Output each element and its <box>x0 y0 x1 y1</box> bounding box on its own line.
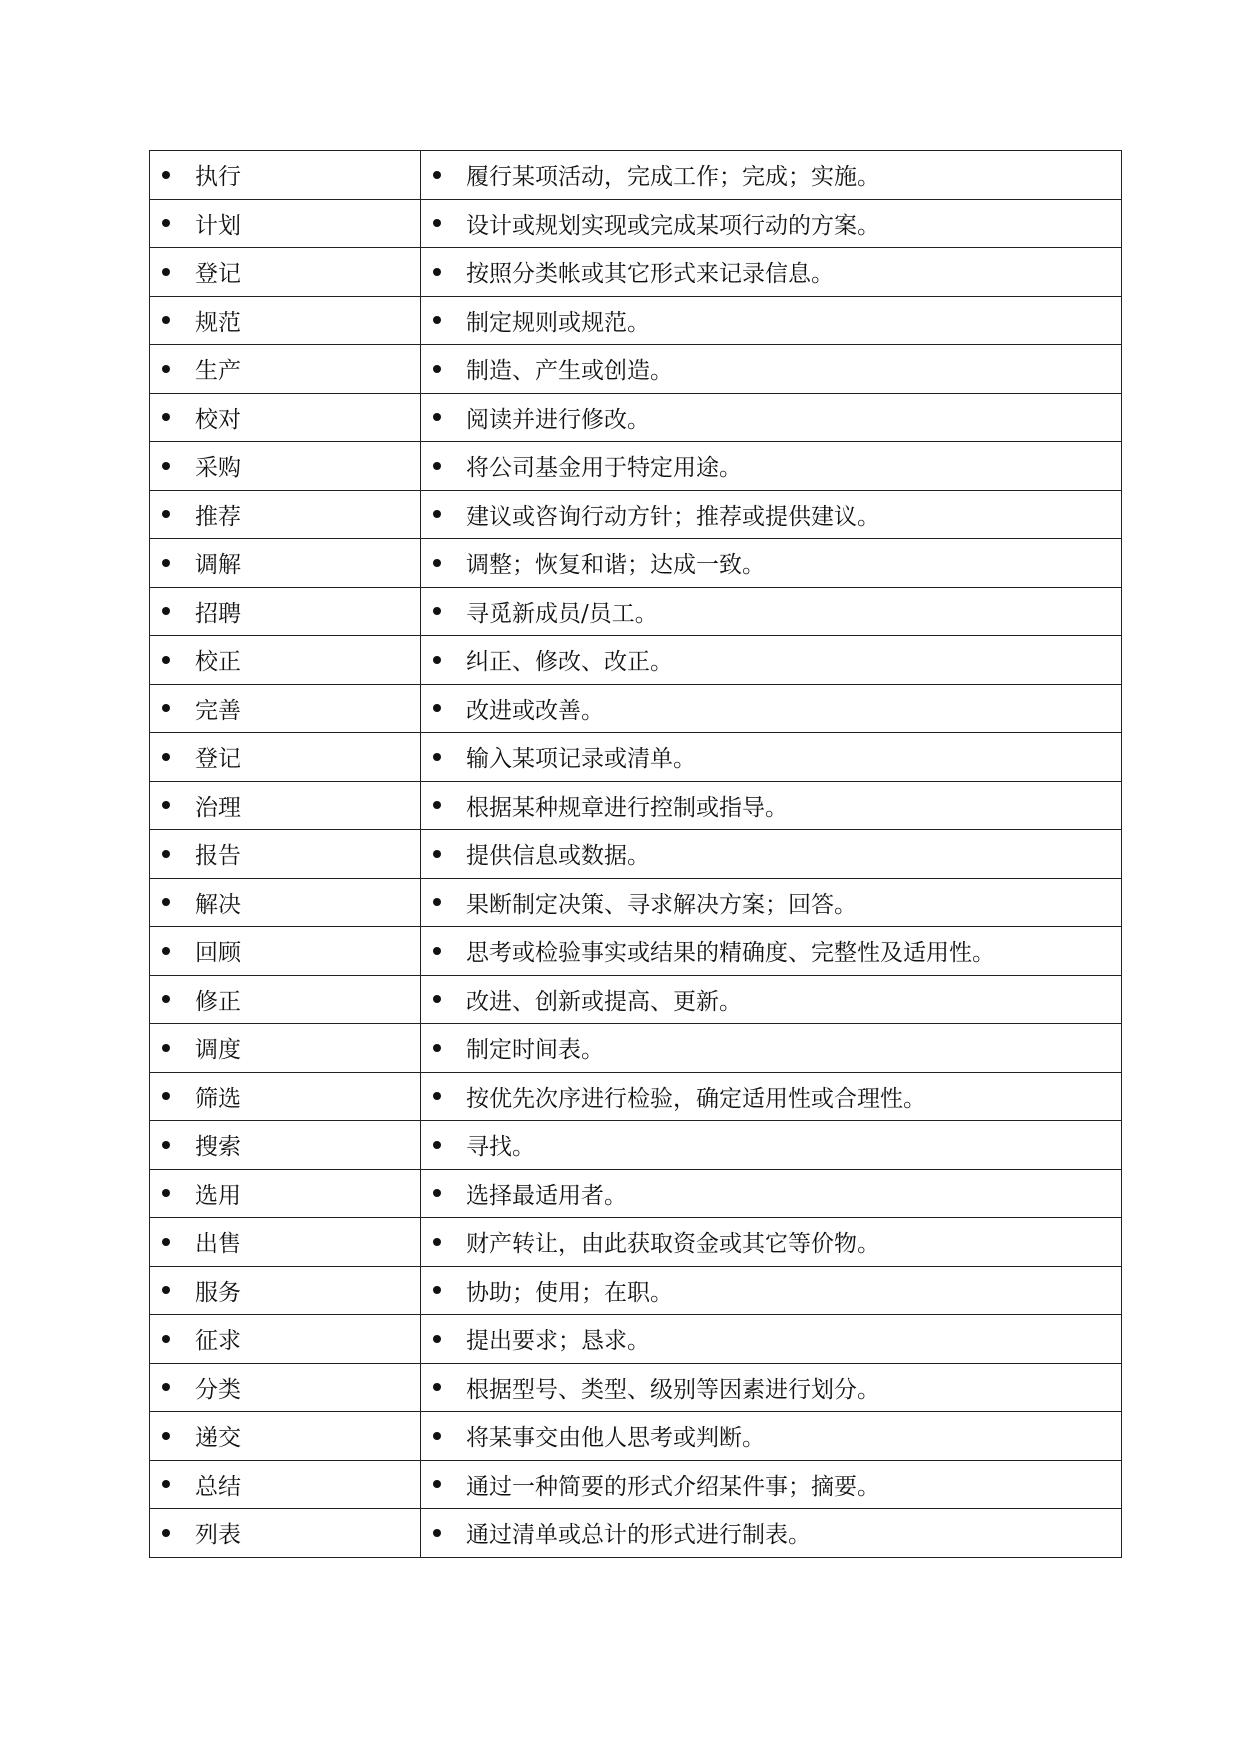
term-label: 出售 <box>195 1231 241 1258</box>
term-cell <box>150 296 421 345</box>
term-cell <box>150 1509 421 1558</box>
bullet-icon <box>433 995 441 1003</box>
term-label: 递交 <box>195 1425 241 1452</box>
term-cell <box>150 151 421 200</box>
table-row <box>150 1266 1122 1315</box>
table-row <box>150 975 1122 1024</box>
term-label: 征求 <box>195 1328 241 1355</box>
term-label: 登记 <box>195 261 241 288</box>
definition-text: 输入某项记录或清单。 <box>466 746 696 773</box>
definition-text: 根据型号、类型、级别等因素进行划分。 <box>466 1376 880 1403</box>
bullet-icon <box>162 995 170 1003</box>
term-cell <box>150 781 421 830</box>
definition-text: 财产转让，由此获取资金或其它等价物。 <box>466 1231 880 1258</box>
table-row <box>150 1509 1122 1558</box>
bullet-icon <box>433 1335 441 1343</box>
term-cell <box>150 684 421 733</box>
bullet-icon <box>433 850 441 858</box>
bullet-icon <box>433 704 441 712</box>
definition-text: 根据某种规章进行控制或指导。 <box>466 794 788 821</box>
bullet-icon <box>433 1092 441 1100</box>
bullet-icon <box>433 1141 441 1149</box>
term-cell <box>150 442 421 491</box>
bullet-icon <box>433 171 441 179</box>
definition-cell <box>421 684 1122 733</box>
term-label: 回顾 <box>195 940 241 967</box>
definition-text: 将某事交由他人思考或判断。 <box>466 1425 765 1452</box>
table-row <box>150 490 1122 539</box>
bullet-icon <box>433 801 441 809</box>
bullet-icon <box>162 1286 170 1294</box>
bullet-icon <box>162 365 170 373</box>
bullet-icon <box>162 1383 170 1391</box>
table-row <box>150 733 1122 782</box>
definition-cell <box>421 248 1122 297</box>
term-label: 校正 <box>195 649 241 676</box>
term-cell <box>150 636 421 685</box>
definition-text: 协助；使用；在职。 <box>466 1279 673 1306</box>
bullet-icon <box>162 656 170 664</box>
bullet-icon <box>162 1092 170 1100</box>
table-row <box>150 1460 1122 1509</box>
bullet-icon <box>433 753 441 761</box>
bullet-icon <box>162 850 170 858</box>
definition-cell <box>421 1072 1122 1121</box>
table-row <box>150 1169 1122 1218</box>
definition-text: 改进或改善。 <box>466 697 604 724</box>
term-definition-table <box>149 150 1122 1558</box>
bullet-icon <box>162 898 170 906</box>
bullet-icon <box>162 1044 170 1052</box>
table-row <box>150 1363 1122 1412</box>
term-cell <box>150 830 421 879</box>
definition-text: 改进、创新或提高、更新。 <box>466 988 742 1015</box>
table-row <box>150 878 1122 927</box>
definition-cell <box>421 733 1122 782</box>
definition-text: 纠正、修改、改正。 <box>466 649 673 676</box>
definition-cell <box>421 490 1122 539</box>
term-cell <box>150 1169 421 1218</box>
table-row <box>150 636 1122 685</box>
bullet-icon <box>162 704 170 712</box>
table-row <box>150 296 1122 345</box>
definition-cell <box>421 151 1122 200</box>
definition-cell <box>421 345 1122 394</box>
term-cell <box>150 1363 421 1412</box>
table-row <box>150 587 1122 636</box>
term-cell <box>150 248 421 297</box>
definition-cell <box>421 1460 1122 1509</box>
bullet-icon <box>162 1189 170 1197</box>
bullet-icon <box>162 1238 170 1246</box>
bullet-icon <box>162 947 170 955</box>
definition-text: 思考或检验事实或结果的精确度、完整性及适用性。 <box>466 940 995 967</box>
term-label: 执行 <box>195 164 241 191</box>
table-row <box>150 1218 1122 1267</box>
definition-text: 提供信息或数据。 <box>466 843 650 870</box>
term-label: 调解 <box>195 552 241 579</box>
definition-text: 寻觅新成员/员工。 <box>466 600 658 627</box>
term-cell <box>150 1460 421 1509</box>
bullet-icon <box>433 510 441 518</box>
table-row <box>150 1024 1122 1073</box>
bullet-icon <box>162 510 170 518</box>
term-cell <box>150 927 421 976</box>
term-label: 服务 <box>195 1279 241 1306</box>
definition-text: 提出要求；恳求。 <box>466 1328 650 1355</box>
term-cell <box>150 1412 421 1461</box>
definition-cell <box>421 927 1122 976</box>
definition-text: 制定规则或规范。 <box>466 309 650 336</box>
bullet-icon <box>433 1044 441 1052</box>
bullet-icon <box>433 656 441 664</box>
bullet-icon <box>162 462 170 470</box>
definition-cell <box>421 442 1122 491</box>
definition-text: 阅读并进行修改。 <box>466 406 650 433</box>
definition-text: 寻找。 <box>466 1134 535 1161</box>
term-label: 报告 <box>195 843 241 870</box>
table-row <box>150 1315 1122 1364</box>
definition-text: 制造、产生或创造。 <box>466 358 673 385</box>
table-row <box>150 393 1122 442</box>
term-cell <box>150 199 421 248</box>
definition-cell <box>421 1363 1122 1412</box>
bullet-icon <box>433 947 441 955</box>
term-cell <box>150 975 421 1024</box>
definition-cell <box>421 975 1122 1024</box>
table-row <box>150 539 1122 588</box>
definition-cell <box>421 1121 1122 1170</box>
term-label: 登记 <box>195 746 241 773</box>
definition-cell <box>421 878 1122 927</box>
bullet-icon <box>162 1529 170 1537</box>
definition-text: 按优先次序进行检验，确定适用性或合理性。 <box>466 1085 926 1112</box>
bullet-icon <box>433 268 441 276</box>
term-cell <box>150 1218 421 1267</box>
term-cell <box>150 733 421 782</box>
bullet-icon <box>162 1141 170 1149</box>
definition-cell <box>421 830 1122 879</box>
table-row <box>150 684 1122 733</box>
term-cell <box>150 1072 421 1121</box>
bullet-icon <box>433 219 441 227</box>
definition-cell <box>421 781 1122 830</box>
definition-text: 按照分类帐或其它形式来记录信息。 <box>466 261 834 288</box>
definition-text: 建议或咨询行动方针；推荐或提供建议。 <box>466 503 880 530</box>
term-cell <box>150 878 421 927</box>
table-row <box>150 248 1122 297</box>
term-label: 招聘 <box>195 600 241 627</box>
bullet-icon <box>162 753 170 761</box>
term-cell <box>150 587 421 636</box>
bullet-icon <box>433 1529 441 1537</box>
table-row <box>150 830 1122 879</box>
definition-cell <box>421 636 1122 685</box>
table-row <box>150 199 1122 248</box>
definition-text: 履行某项活动，完成工作；完成；实施。 <box>466 164 880 191</box>
definition-cell <box>421 587 1122 636</box>
bullet-icon <box>433 365 441 373</box>
bullet-icon <box>433 607 441 615</box>
table-body <box>150 151 1122 1558</box>
bullet-icon <box>162 268 170 276</box>
term-label: 生产 <box>195 358 241 385</box>
bullet-icon <box>162 801 170 809</box>
bullet-icon <box>162 316 170 324</box>
bullet-icon <box>433 316 441 324</box>
term-label: 推荐 <box>195 503 241 530</box>
term-label: 治理 <box>195 794 241 821</box>
bullet-icon <box>162 171 170 179</box>
definition-cell <box>421 1412 1122 1461</box>
term-label: 列表 <box>195 1522 241 1549</box>
term-label: 采购 <box>195 455 241 482</box>
definition-cell <box>421 1266 1122 1315</box>
definition-cell <box>421 1509 1122 1558</box>
term-cell <box>150 345 421 394</box>
term-label: 规范 <box>195 309 241 336</box>
term-cell <box>150 1024 421 1073</box>
term-label: 修正 <box>195 988 241 1015</box>
table-row <box>150 927 1122 976</box>
bullet-icon <box>433 413 441 421</box>
table-row <box>150 442 1122 491</box>
term-label: 搜索 <box>195 1134 241 1161</box>
definition-text: 果断制定决策、寻求解决方案；回答。 <box>466 891 857 918</box>
term-label: 分类 <box>195 1376 241 1403</box>
bullet-icon <box>162 1480 170 1488</box>
term-label: 选用 <box>195 1182 241 1209</box>
table-row <box>150 1072 1122 1121</box>
definition-cell <box>421 1315 1122 1364</box>
table-row <box>150 781 1122 830</box>
bullet-icon <box>162 219 170 227</box>
term-label: 计划 <box>195 212 241 239</box>
term-cell <box>150 490 421 539</box>
bullet-icon <box>162 559 170 567</box>
bullet-icon <box>433 462 441 470</box>
term-cell <box>150 393 421 442</box>
term-label: 完善 <box>195 697 241 724</box>
bullet-icon <box>433 1189 441 1197</box>
definition-text: 将公司基金用于特定用途。 <box>466 455 742 482</box>
table-row <box>150 1412 1122 1461</box>
term-label: 总结 <box>195 1473 241 1500</box>
bullet-icon <box>162 413 170 421</box>
definition-cell <box>421 539 1122 588</box>
term-label: 筛选 <box>195 1085 241 1112</box>
table-row <box>150 151 1122 200</box>
table-row <box>150 1121 1122 1170</box>
term-cell <box>150 1315 421 1364</box>
bullet-icon <box>433 559 441 567</box>
definition-cell <box>421 199 1122 248</box>
definition-cell <box>421 296 1122 345</box>
bullet-icon <box>162 607 170 615</box>
definition-cell <box>421 1218 1122 1267</box>
definition-text: 选择最适用者。 <box>466 1182 627 1209</box>
definition-cell <box>421 393 1122 442</box>
term-label: 校对 <box>195 406 241 433</box>
term-cell <box>150 1121 421 1170</box>
definition-text: 调整；恢复和谐；达成一致。 <box>466 552 765 579</box>
definition-text: 通过一种简要的形式介绍某件事；摘要。 <box>466 1473 880 1500</box>
definition-text: 设计或规划实现或完成某项行动的方案。 <box>466 212 880 239</box>
bullet-icon <box>162 1432 170 1440</box>
bullet-icon <box>433 1432 441 1440</box>
bullet-icon <box>162 1335 170 1343</box>
bullet-icon <box>433 1480 441 1488</box>
bullet-icon <box>433 898 441 906</box>
definition-cell <box>421 1024 1122 1073</box>
bullet-icon <box>433 1238 441 1246</box>
definition-cell <box>421 1169 1122 1218</box>
term-cell <box>150 1266 421 1315</box>
definition-text: 制定时间表。 <box>466 1037 604 1064</box>
bullet-icon <box>433 1286 441 1294</box>
bullet-icon <box>433 1383 441 1391</box>
table-row <box>150 345 1122 394</box>
definition-text: 通过清单或总计的形式进行制表。 <box>466 1522 811 1549</box>
term-label: 调度 <box>195 1037 241 1064</box>
term-cell <box>150 539 421 588</box>
term-label: 解决 <box>195 891 241 918</box>
